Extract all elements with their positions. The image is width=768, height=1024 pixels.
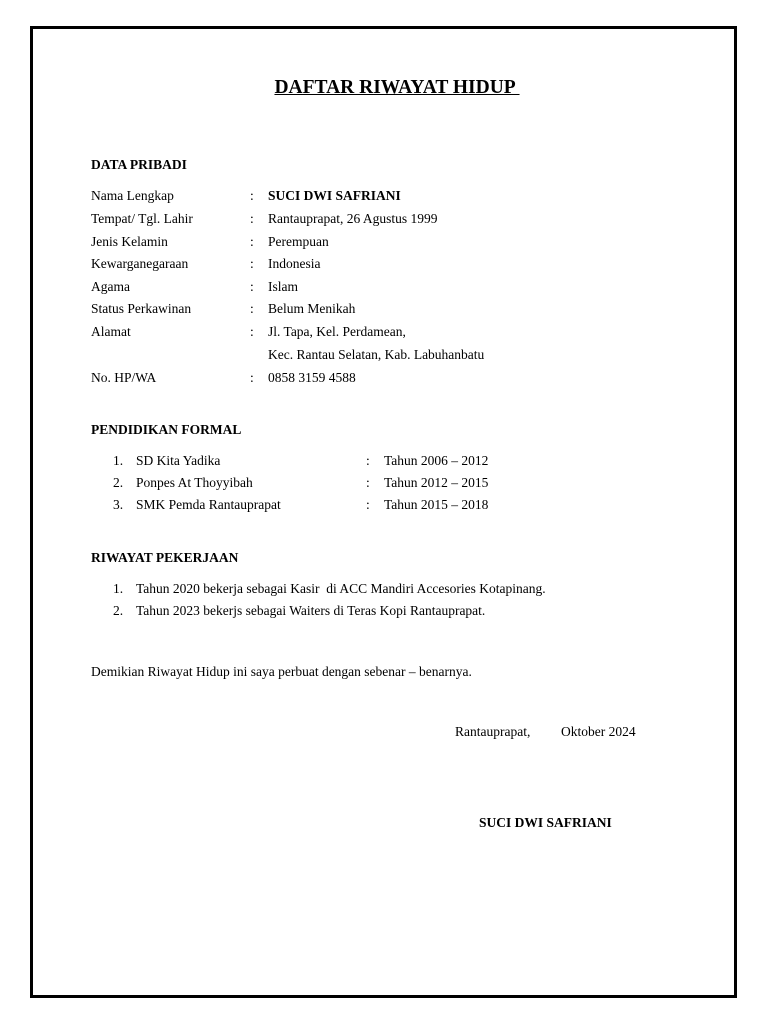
list-item-number: 1.: [113, 581, 124, 596]
separator: :: [250, 256, 254, 271]
separator: :: [250, 211, 254, 226]
label-citizenship: Kewarganegaraan: [91, 256, 189, 271]
separator: :: [250, 188, 254, 203]
value-name: SUCI DWI SAFRIANI: [268, 188, 401, 203]
section-heading-education: PENDIDIKAN FORMAL: [91, 422, 242, 437]
section-heading-personal: DATA PRIBADI: [91, 157, 187, 172]
education-school: SMK Pemda Rantauprapat: [136, 497, 281, 512]
education-school: SD Kita Yadika: [136, 453, 221, 468]
signature-name: SUCI DWI SAFRIANI: [479, 815, 612, 830]
value-religion: Islam: [268, 279, 298, 294]
value-phone: 0858 3159 4588: [268, 370, 356, 385]
separator: :: [250, 301, 254, 316]
label-name: Nama Lengkap: [91, 188, 174, 203]
section-heading-work: RIWAYAT PEKERJAAN: [91, 550, 239, 565]
label-religion: Agama: [91, 279, 130, 294]
label-marital: Status Perkawinan: [91, 301, 192, 316]
value-citizenship: Indonesia: [268, 256, 321, 271]
value-birth: Rantauprapat, 26 Agustus 1999: [268, 211, 438, 226]
separator: :: [366, 497, 370, 512]
education-years: Tahun 2006 – 2012: [384, 453, 489, 468]
separator: :: [366, 475, 370, 490]
separator: :: [250, 324, 254, 339]
value-address-line2: Kec. Rantau Selatan, Kab. Labuhanbatu: [268, 347, 485, 362]
list-item-number: 3.: [113, 497, 124, 512]
education-school: Ponpes At Thoyyibah: [136, 475, 253, 490]
signature-place: Rantauprapat,: [455, 724, 531, 739]
label-phone: No. HP/WA: [91, 370, 157, 385]
education-years: Tahun 2015 – 2018: [384, 497, 489, 512]
label-address: Alamat: [91, 324, 131, 339]
separator: :: [250, 370, 254, 385]
separator: :: [366, 453, 370, 468]
separator: :: [250, 279, 254, 294]
list-item-number: 2.: [113, 603, 124, 618]
separator: :: [250, 234, 254, 249]
label-birth: Tempat/ Tgl. Lahir: [91, 211, 193, 226]
value-marital: Belum Menikah: [268, 301, 356, 316]
work-item: Tahun 2020 bekerja sebagai Kasir di ACC Mandiri Accesories Kotapinang.: [136, 581, 546, 596]
education-years: Tahun 2012 – 2015: [384, 475, 489, 490]
work-item: Tahun 2023 bekerjs sebagai Waiters di Teras Kopi Rantauprapat.: [136, 603, 486, 618]
signature-date: Oktober 2024: [561, 724, 636, 739]
label-gender: Jenis Kelamin: [91, 234, 168, 249]
page-title: DAFTAR RIWAYAT HIDUP: [274, 77, 520, 98]
value-address-line1: Jl. Tapa, Kel. Perdamean,: [268, 324, 406, 339]
list-item-number: 1.: [113, 453, 124, 468]
closing-statement: Demikian Riwayat Hidup ini saya perbuat dengan sebenar – benarnya.: [91, 664, 472, 679]
value-gender: Perempuan: [268, 234, 329, 249]
list-item-number: 2.: [113, 475, 124, 490]
